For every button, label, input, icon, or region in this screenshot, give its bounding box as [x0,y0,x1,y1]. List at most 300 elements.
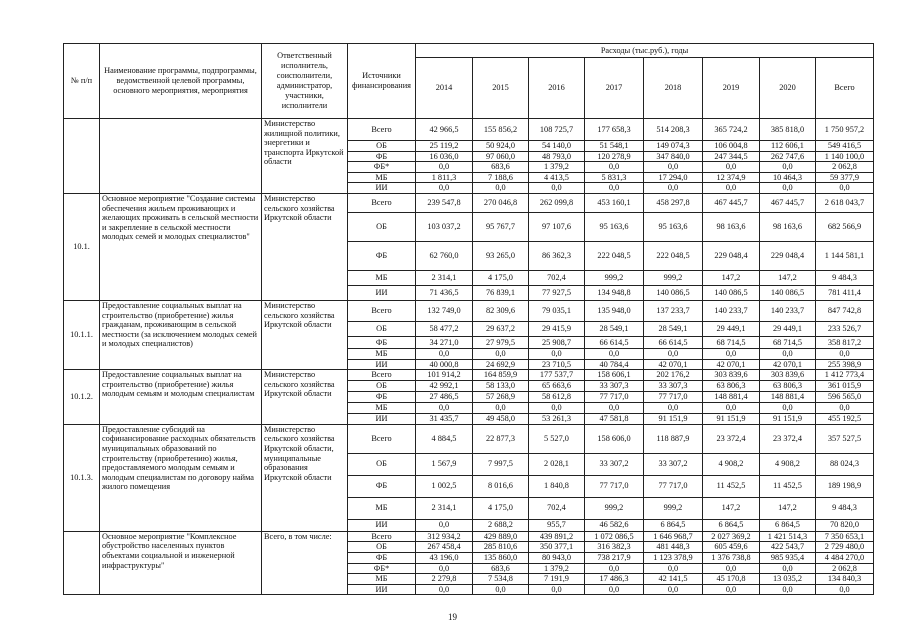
amount-cell: 66 614,5 [644,336,703,348]
amount-cell: 155 856,2 [473,119,529,141]
funding-source: ИИ [348,285,416,300]
amount-cell: 0,0 [416,519,473,531]
amount-cell: 0,0 [703,348,760,359]
amount-cell: 229 048,4 [703,241,760,270]
amount-cell: 33 307,2 [585,453,644,475]
amount-cell: 80 943,0 [529,552,585,563]
amount-cell: 316 382,3 [585,542,644,553]
amount-cell: 303 839,6 [703,370,760,381]
amount-cell: 112 606,1 [760,141,816,152]
amount-cell: 2 028,1 [529,453,585,475]
amount-total-cell: 596 565,0 [816,392,874,403]
amount-cell: 0,0 [760,183,816,194]
funding-source: МБ [348,270,416,285]
funding-source: ОБ [348,453,416,475]
amount-cell: 95 767,7 [473,212,529,241]
amount-cell: 0,0 [760,162,816,173]
amount-cell: 5 527,0 [529,424,585,453]
amount-cell: 4 908,2 [703,453,760,475]
amount-cell: 999,2 [585,497,644,519]
funding-source: Всего [348,424,416,453]
funding-source: ОБ [348,381,416,392]
amount-cell: 54 140,0 [529,141,585,152]
funding-source: ИИ [348,414,416,425]
amount-total-cell: 358 817,2 [816,336,874,348]
amount-cell: 101 914,2 [416,370,473,381]
amount-cell: 605 459,6 [703,542,760,553]
amount-cell: 148 881,4 [760,392,816,403]
responsible-executor: Министерство сельского хозяйства Иркутской области [262,300,348,369]
amount-cell: 33 307,2 [644,453,703,475]
amount-cell: 683,6 [473,563,529,574]
activity-name: Основное мероприятие "Создание системы обеспечения жильем проживающих и желающих проживать в сельской местности и закрепление в сельской местности молодых семей и молодых специалистов" [100,193,262,300]
amount-cell: 63 806,3 [703,381,760,392]
amount-cell: 1 379,2 [529,162,585,173]
amount-cell: 11 452,5 [703,475,760,497]
amount-cell: 177 537,7 [529,370,585,381]
amount-cell: 118 887,9 [644,424,703,453]
amount-cell: 40 000,8 [416,359,473,370]
amount-cell: 77 717,0 [644,392,703,403]
amount-cell: 93 265,0 [473,241,529,270]
amount-cell: 262 099,8 [529,193,585,212]
amount-cell: 738 217,9 [585,552,644,563]
amount-total-cell: 70 820,0 [816,519,874,531]
activity-name: Предоставление социальных выплат на строительство (приобретение) жилья молодым семьям и молодым специалистам [100,370,262,425]
amount-cell: 49 458,0 [473,414,529,425]
amount-cell: 0,0 [416,584,473,595]
amount-cell: 2 279,8 [416,574,473,585]
table-row [64,119,874,141]
amount-cell: 97 060,0 [473,151,529,162]
amount-cell: 999,2 [644,270,703,285]
amount-cell: 0,0 [416,563,473,574]
amount-cell: 147,2 [703,497,760,519]
amount-total-cell: 1 140 100,0 [816,151,874,162]
row-number: 10.1. [64,193,100,300]
amount-cell: 481 448,3 [644,542,703,553]
amount-cell: 76 839,1 [473,285,529,300]
amount-total-cell: 59 377,9 [816,172,874,183]
amount-cell: 303 839,6 [760,370,816,381]
funding-source: ФБ [348,151,416,162]
table-row [64,424,874,453]
amount-cell: 0,0 [473,584,529,595]
amount-cell: 98 163,6 [703,212,760,241]
amount-cell: 0,0 [760,348,816,359]
amount-cell: 6 864,5 [703,519,760,531]
amount-cell: 0,0 [644,563,703,574]
funding-source: ФБ [348,336,416,348]
amount-cell: 27 486,5 [416,392,473,403]
amount-cell: 247 344,5 [703,151,760,162]
funding-source: МБ [348,403,416,414]
amount-cell: 140 233,7 [760,300,816,321]
amount-cell: 42 070,1 [760,359,816,370]
amount-cell: 147,2 [760,497,816,519]
amount-cell: 0,0 [473,183,529,194]
amount-cell: 0,0 [760,584,816,595]
amount-cell: 68 714,5 [703,336,760,348]
amount-cell: 202 176,2 [644,370,703,381]
amount-cell: 40 784,4 [585,359,644,370]
funding-source: ОБ [348,141,416,152]
amount-cell: 267 458,4 [416,542,473,553]
table-header [64,44,874,119]
amount-cell: 0,0 [585,183,644,194]
amount-cell: 4 175,0 [473,270,529,285]
amount-cell: 158 606,1 [585,370,644,381]
row-number: 10.1.2. [64,370,100,425]
funding-source: Всего [348,370,416,381]
amount-cell: 0,0 [416,348,473,359]
amount-cell: 45 170,8 [703,574,760,585]
amount-cell: 34 271,0 [416,336,473,348]
row-number: 10.1.1. [64,300,100,369]
amount-cell: 42 070,1 [644,359,703,370]
amount-cell: 7 188,6 [473,172,529,183]
amount-cell: 0,0 [703,584,760,595]
amount-cell: 1 811,3 [416,172,473,183]
amount-cell: 63 806,3 [760,381,816,392]
row-number [64,531,100,595]
amount-cell: 239 547,8 [416,193,473,212]
amount-cell: 24 692,9 [473,359,529,370]
amount-cell: 0,0 [585,584,644,595]
amount-cell: 467 445,7 [703,193,760,212]
amount-total-cell: 255 398,9 [816,359,874,370]
amount-cell: 42 966,5 [416,119,473,141]
amount-cell: 71 436,5 [416,285,473,300]
amount-cell: 17 294,0 [644,172,703,183]
amount-cell: 1 002,5 [416,475,473,497]
amount-cell: 0,0 [529,403,585,414]
amount-cell: 148 881,4 [703,392,760,403]
amount-cell: 429 889,0 [473,531,529,542]
header-year: 2016 [529,58,585,119]
amount-cell: 29 415,9 [529,321,585,336]
amount-cell: 42 070,1 [703,359,760,370]
amount-cell: 51 548,1 [585,141,644,152]
amount-cell: 77 717,0 [644,475,703,497]
header-year: 2020 [760,58,816,119]
amount-cell: 514 208,3 [644,119,703,141]
page-number: 19 [448,612,457,622]
amount-total-cell: 455 192,5 [816,414,874,425]
amount-cell: 7 191,9 [529,574,585,585]
table-row [64,300,874,321]
header-expenses: Расходы (тыс.руб.), годы [416,44,874,58]
amount-cell: 65 663,6 [529,381,585,392]
amount-cell: 29 637,2 [473,321,529,336]
amount-cell: 91 151,9 [760,414,816,425]
amount-cell: 29 449,1 [760,321,816,336]
amount-cell: 82 309,6 [473,300,529,321]
amount-cell: 10 464,3 [760,172,816,183]
amount-cell: 0,0 [529,584,585,595]
amount-cell: 140 086,5 [703,285,760,300]
amount-total-cell: 2 062,8 [816,162,874,173]
amount-cell: 1 421 514,3 [760,531,816,542]
amount-cell: 702,4 [529,270,585,285]
amount-cell: 0,0 [703,162,760,173]
amount-cell: 46 582,6 [585,519,644,531]
row-number: 10.1.3. [64,424,100,531]
funding-source: ФБ [348,475,416,497]
header-year: 2017 [585,58,644,119]
amount-total-cell: 0,0 [816,183,874,194]
funding-source: ИИ [348,519,416,531]
amount-cell: 0,0 [416,403,473,414]
amount-cell: 0,0 [529,348,585,359]
amount-cell: 1 376 738,8 [703,552,760,563]
amount-cell: 33 307,3 [585,381,644,392]
amount-cell: 50 924,0 [473,141,529,152]
amount-cell: 1 840,8 [529,475,585,497]
amount-total-cell: 682 566,9 [816,212,874,241]
amount-cell: 347 840,0 [644,151,703,162]
responsible-executor: Министерство сельского хозяйства Иркутской области [262,370,348,425]
amount-cell: 6 864,5 [760,519,816,531]
funding-source: ФБ [348,392,416,403]
funding-source: ИИ [348,359,416,370]
amount-cell: 985 935,4 [760,552,816,563]
amount-total-cell: 2 062,8 [816,563,874,574]
amount-cell: 108 725,7 [529,119,585,141]
amount-cell: 0,0 [585,348,644,359]
amount-cell: 177 658,3 [585,119,644,141]
amount-cell: 955,7 [529,519,585,531]
amount-cell: 8 016,6 [473,475,529,497]
amount-cell: 33 307,3 [644,381,703,392]
amount-cell: 106 004,8 [703,141,760,152]
amount-cell: 222 048,5 [585,241,644,270]
amount-cell: 62 760,0 [416,241,473,270]
header-year: 2019 [703,58,760,119]
header-year: 2014 [416,58,473,119]
amount-total-cell: 847 742,8 [816,300,874,321]
amount-cell: 140 086,5 [644,285,703,300]
amount-cell: 140 086,5 [760,285,816,300]
responsible-executor: Всего, в том числе: [262,531,348,595]
amount-total-cell: 88 024,3 [816,453,874,475]
amount-total-cell: 7 350 653,1 [816,531,874,542]
funding-source: ФБ [348,241,416,270]
amount-cell: 7 534,8 [473,574,529,585]
amount-cell: 86 362,3 [529,241,585,270]
activity-name: Основное мероприятие "Комплексное обустройство населенных пунктов объектами социальной и инженерной инфраструктуры" [100,531,262,595]
amount-cell: 43 196,0 [416,552,473,563]
amount-cell: 1 646 968,7 [644,531,703,542]
amount-total-cell: 0,0 [816,348,874,359]
funding-source: МБ [348,348,416,359]
amount-cell: 365 724,2 [703,119,760,141]
amount-cell: 385 818,0 [760,119,816,141]
funding-source: МБ [348,172,416,183]
amount-cell: 25 908,7 [529,336,585,348]
amount-cell: 0,0 [644,403,703,414]
amount-cell: 28 549,1 [644,321,703,336]
amount-total-cell: 549 416,5 [816,141,874,152]
amount-total-cell: 2 729 480,0 [816,542,874,553]
amount-cell: 467 445,7 [760,193,816,212]
amount-cell: 47 581,8 [585,414,644,425]
funding-source: ОБ [348,321,416,336]
amount-cell: 22 877,3 [473,424,529,453]
funding-source: ИИ [348,584,416,595]
amount-cell: 422 543,7 [760,542,816,553]
amount-cell: 0,0 [644,584,703,595]
amount-total-cell: 357 527,5 [816,424,874,453]
amount-cell: 229 048,4 [760,241,816,270]
amount-cell: 1 072 086,5 [585,531,644,542]
amount-cell: 158 606,0 [585,424,644,453]
amount-cell: 137 233,7 [644,300,703,321]
amount-cell: 4 884,5 [416,424,473,453]
amount-cell: 6 864,5 [644,519,703,531]
amount-cell: 1 379,2 [529,563,585,574]
amount-cell: 0,0 [760,403,816,414]
amount-cell: 999,2 [585,270,644,285]
amount-cell: 42 992,1 [416,381,473,392]
amount-total-cell: 189 198,9 [816,475,874,497]
amount-cell: 17 486,3 [585,574,644,585]
amount-cell: 58 133,0 [473,381,529,392]
amount-cell: 0,0 [416,162,473,173]
budget-table-sheet [63,43,873,595]
amount-cell: 23 372,4 [760,424,816,453]
responsible-executor: Министерство сельского хозяйства Иркутской области, муниципальные образования Иркутской области [262,424,348,531]
amount-cell: 0,0 [703,403,760,414]
amount-cell: 28 549,1 [585,321,644,336]
header-num: № п/п [64,44,100,119]
amount-cell: 66 614,5 [585,336,644,348]
funding-source: МБ [348,497,416,519]
amount-total-cell: 1 144 581,1 [816,241,874,270]
amount-cell: 350 377,1 [529,542,585,553]
amount-cell: 91 151,9 [644,414,703,425]
amount-cell: 262 747,6 [760,151,816,162]
amount-cell: 134 948,8 [585,285,644,300]
amount-cell: 147,2 [703,270,760,285]
amount-cell: 48 793,0 [529,151,585,162]
amount-cell: 68 714,5 [760,336,816,348]
funding-source: ФБ* [348,162,416,173]
activity-name: Предоставление субсидий на софинансирование расходных обязательств муниципальных образований по строительству (приобретению) жилья, предоставляемого молодым семьям и молодым специалистам по договору найма жилого помещения [100,424,262,531]
amount-cell: 98 163,6 [760,212,816,241]
amount-cell: 0,0 [585,162,644,173]
funding-source: ФБ* [348,563,416,574]
amount-cell: 79 035,1 [529,300,585,321]
amount-total-cell: 361 015,9 [816,381,874,392]
amount-cell: 2 027 369,2 [703,531,760,542]
amount-cell: 140 233,7 [703,300,760,321]
amount-total-cell: 0,0 [816,403,874,414]
amount-cell: 95 163,6 [644,212,703,241]
amount-total-cell: 1 412 773,4 [816,370,874,381]
amount-cell: 164 859,9 [473,370,529,381]
funding-source: ОБ [348,212,416,241]
amount-cell: 458 297,8 [644,193,703,212]
amount-cell: 23 710,5 [529,359,585,370]
header-responsible: Ответственный исполнитель, соисполнители, администратор, участники, исполнители [262,44,348,119]
amount-cell: 270 046,8 [473,193,529,212]
amount-cell: 4 908,2 [760,453,816,475]
amount-cell: 4 413,5 [529,172,585,183]
table-row [64,531,874,542]
amount-cell: 0,0 [644,162,703,173]
amount-cell: 25 119,2 [416,141,473,152]
amount-total-cell: 781 411,4 [816,285,874,300]
amount-cell: 999,2 [644,497,703,519]
amount-cell: 1 123 378,9 [644,552,703,563]
header-name: Наименование программы, подпрограммы, ведомственной целевой программы, основного мероприятия, мероприятия [100,44,262,119]
amount-cell: 91 151,9 [703,414,760,425]
amount-cell: 5 831,3 [585,172,644,183]
funding-source: МБ [348,574,416,585]
amount-cell: 16 036,0 [416,151,473,162]
amount-total-cell: 9 484,3 [816,270,874,285]
amount-cell: 53 261,3 [529,414,585,425]
amount-cell: 0,0 [529,183,585,194]
amount-cell: 439 891,2 [529,531,585,542]
amount-cell: 42 141,5 [644,574,703,585]
amount-cell: 1 567,9 [416,453,473,475]
amount-cell: 58 477,2 [416,321,473,336]
amount-cell: 285 810,6 [473,542,529,553]
responsible-executor: Министерство жилищной политики, энергетики и транспорта Иркутской области [262,119,348,194]
table-row [64,370,874,381]
amount-cell: 77 717,0 [585,392,644,403]
header-sources: Источники финансирования [348,44,416,119]
amount-cell: 31 435,7 [416,414,473,425]
amount-cell: 149 074,3 [644,141,703,152]
amount-cell: 11 452,5 [760,475,816,497]
amount-cell: 0,0 [473,348,529,359]
amount-cell: 2 314,1 [416,497,473,519]
amount-cell: 135 860,0 [473,552,529,563]
funding-source: Всего [348,193,416,212]
amount-cell: 222 048,5 [644,241,703,270]
amount-cell: 135 948,0 [585,300,644,321]
amount-cell: 702,4 [529,497,585,519]
amount-cell: 0,0 [416,183,473,194]
amount-total-cell: 9 484,3 [816,497,874,519]
amount-cell: 2 314,1 [416,270,473,285]
amount-cell: 77 717,0 [585,475,644,497]
amount-total-cell: 0,0 [816,584,874,595]
amount-cell: 23 372,4 [703,424,760,453]
amount-cell: 0,0 [760,563,816,574]
amount-cell: 58 612,8 [529,392,585,403]
amount-cell: 103 037,2 [416,212,473,241]
activity-name [100,119,262,194]
amount-total-cell: 134 840,3 [816,574,874,585]
amount-cell: 453 160,1 [585,193,644,212]
header-year: 2015 [473,58,529,119]
amount-cell: 120 278,9 [585,151,644,162]
amount-total-cell: 4 484 270,0 [816,552,874,563]
amount-cell: 147,2 [760,270,816,285]
amount-cell: 57 268,9 [473,392,529,403]
table-body [64,119,874,595]
row-number [64,119,100,194]
funding-source: Всего [348,531,416,542]
amount-total-cell: 1 750 957,2 [816,119,874,141]
table-row [64,193,874,212]
amount-cell: 312 934,2 [416,531,473,542]
amount-cell: 12 374,9 [703,172,760,183]
